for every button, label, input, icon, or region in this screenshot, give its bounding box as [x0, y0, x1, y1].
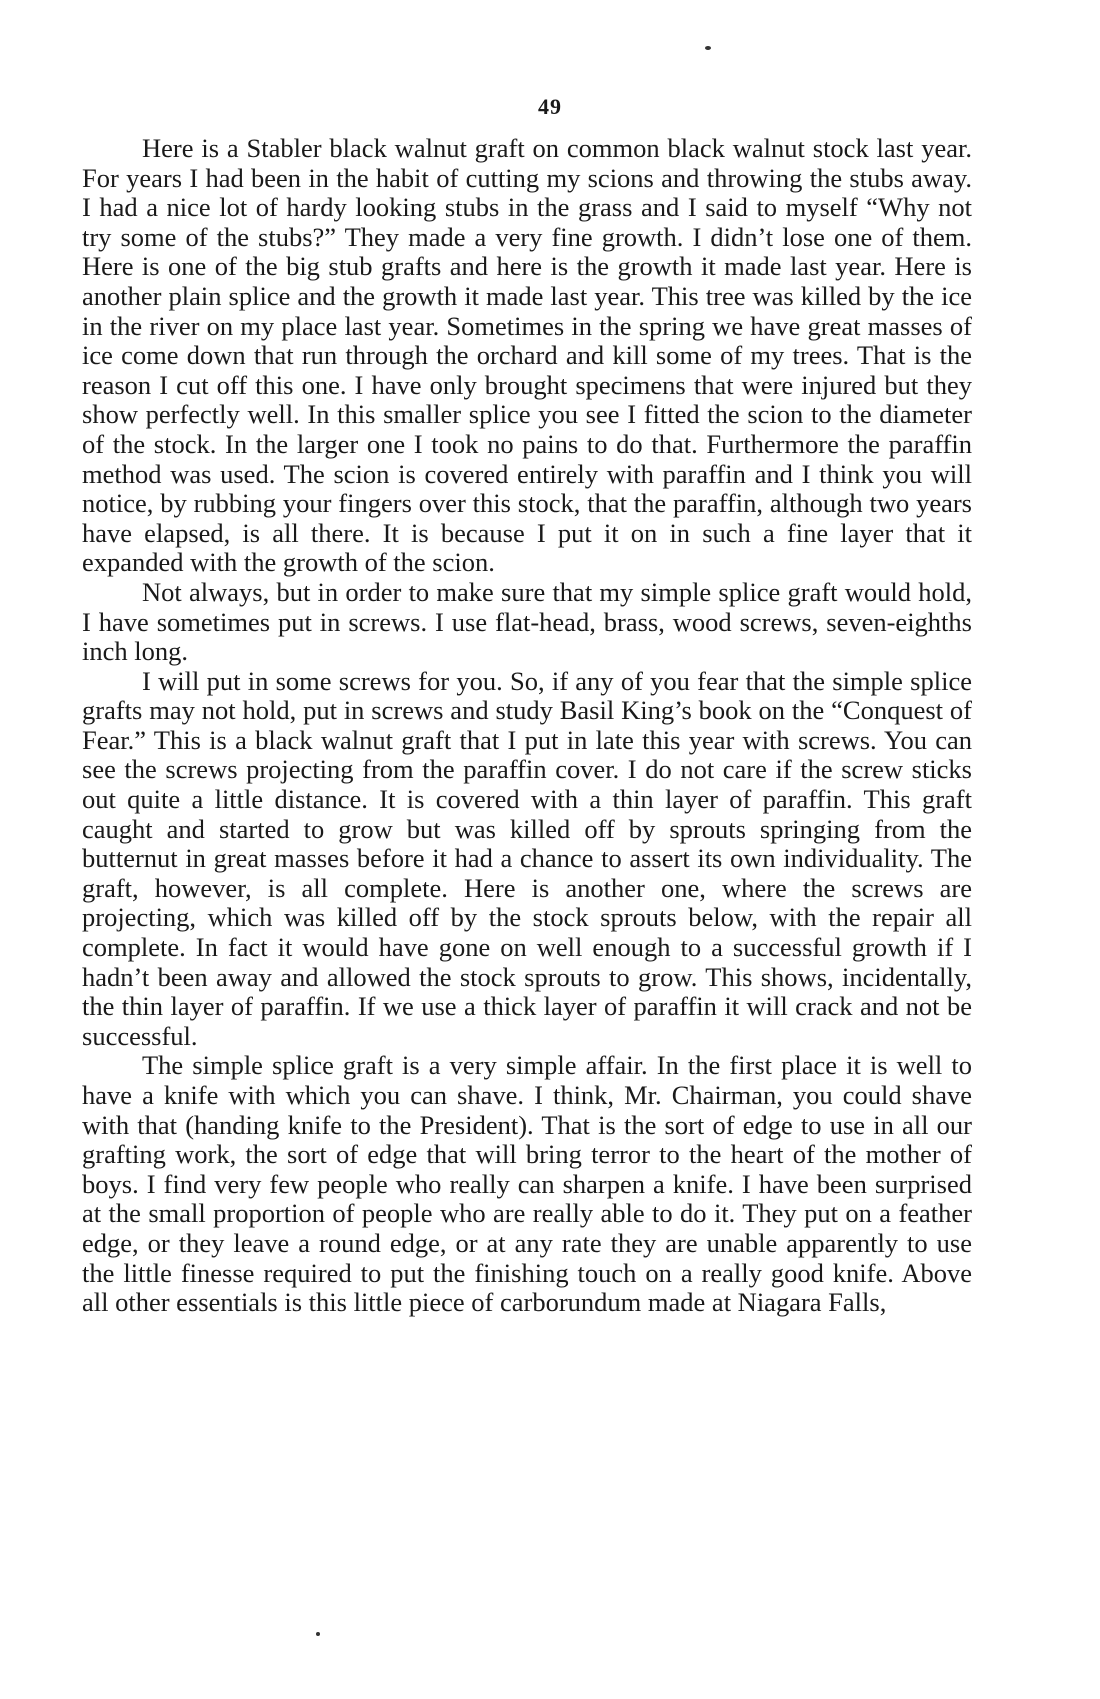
ink-speck — [705, 46, 711, 50]
ink-speck — [316, 1632, 320, 1636]
page-number: 49 — [538, 94, 562, 119]
paragraph-2: Not always, but in order to make sure that my simple splice graft would hold, I have sometimes put in screws. I use flat-head, brass, wood screws, seven-eighths inch long. — [82, 576, 972, 667]
paragraph-3: I will put in some screws for you. So, if any of you fear that the simple splice grafts may not hold, put in screws and study Basil King’s book on the “Conquest of Fear.” This is a black walnut graft that I put in late this year with screws. You can see the screws projecting from the paraffin cover. I do not care if the screw sticks out quite a little distance. It is covered with a thin layer of paraffin. This graft caught and started to grow but was killed off by sprouts springing from the butternut in great masses before it had a chance to assert its own individuality. The graft, however, is all complete. Here is another one, where the screws are projecting, which was killed off by the stock sprouts below, with the repair all complete. In fact it would have gone on well enough to a successful growth if I hadn’t been away and allowed the stock sprouts to grow. This shows, incidentally, the thin layer of paraffin. If we use a thick layer of paraffin it will crack and not be successful. — [82, 665, 972, 1051]
body-text — [82, 134, 972, 1318]
paragraph-1: Here is a Stabler black walnut graft on common black walnut stock last year. For years I had been in the habit of cutting my scions and throwing the stubs away. I had a nice lot of hardy looking stubs in the grass and I said to myself “Why not try some of the stubs?” They made a very fine growth. I didn’t lose one of them. Here is one of the big stub grafts and here is the growth it made last year. Here is another plain splice and the growth it made last year. This tree was killed by the ice in the river on my place last year. Sometimes in the spring we have great masses of ice come down that run through the orchard and kill some of my trees. That is the reason I cut off this one. I have only brought specimens that were injured but they show perfectly well. In this smaller splice you see I fitted the scion to the diameter of the stock. In the larger one I took no pains to do that. Furthermore the paraffin method was used. The scion is covered entirely with paraffin and I think you will notice, by rubbing your fingers over this stock, that the paraffin, although two years have elapsed, is all there. It is because I put it on in such a fine layer that it expanded with the growth of the scion. — [82, 133, 972, 578]
paragraph-4: The simple splice graft is a very simple affair. In the first place it is well to have a knife with which you can shave. I think, Mr. Chairman, you could shave with that (handing knife to the President). That is the sort of edge to use in all our grafting work, the sort of edge that will bring terror to the heart of the mother of boys. I find very few people who really can sharpen a knife. I have been surprised at the small proportion of people who are really able to do it. They put on a feather edge, or they leave a round edge, or at any rate they are unable apparently to use the little finesse required to put the finishing touch on a really good knife. Above all other essentials is this little piece of carborundum made at Niagara Falls, — [82, 1050, 972, 1318]
